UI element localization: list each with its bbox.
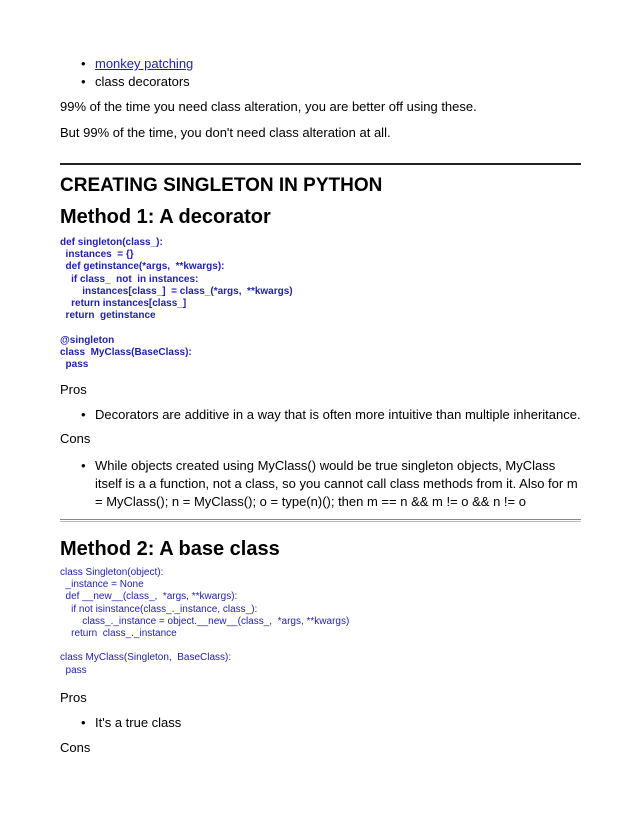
code-line: return class_._instance — [60, 628, 177, 640]
code-line: if not isinstance(class_._instance, class_): — [60, 603, 258, 615]
pros-label: Pros — [60, 690, 87, 705]
section-title: CREATING SINGLETON IN PYTHON — [60, 175, 383, 196]
method2-heading: Method 2: A base class — [60, 538, 280, 560]
code-line: instances[class_] = class_(*args, **kwargs) — [60, 285, 293, 297]
monkey-patching-link[interactable]: monkey patching — [95, 56, 194, 71]
code-line: pass — [60, 359, 89, 371]
list-item: • class decorators — [95, 73, 190, 91]
pros-label: Pros — [60, 382, 87, 397]
code-line: class Singleton(object): — [60, 567, 164, 578]
code-line: def getinstance(*args, **kwargs): — [60, 261, 225, 273]
code-line: return getinstance — [60, 310, 156, 322]
cons-label: Cons — [60, 740, 91, 755]
code-line: if class_ not in instances: — [60, 273, 199, 285]
code-line — [60, 322, 293, 334]
method2-code-block — [60, 567, 349, 677]
code-line: class MyClass(Singleton, BaseClass): — [60, 652, 232, 664]
code-line: class_._instance = object.__new__(class_, *args, **kwargs) — [60, 615, 350, 627]
code-line: _instance = None — [60, 579, 144, 591]
divider — [60, 163, 581, 165]
list-item: • While objects created using MyClass() would be true singleton objects, MyClass itself is a a function, not a class, so you cannot call class methods from it. Also for m = MyClass(); n = MyClass(); o = type(n)(); then m == n && m != o && n != o — [95, 457, 585, 511]
code-line: return instances[class_] — [60, 298, 187, 310]
code-line: instances = {} — [60, 249, 134, 261]
code-line: class MyClass(BaseClass): — [60, 346, 192, 358]
cons-label: Cons — [60, 431, 91, 446]
code-line: def singleton(class_): — [60, 237, 163, 248]
code-line: @singleton — [60, 334, 115, 346]
method1-code-block — [60, 237, 293, 371]
paragraph: But 99% of the time, you don't need class alteration at all. — [60, 125, 391, 140]
code-line — [60, 640, 349, 652]
code-line: pass — [60, 664, 87, 676]
list-item — [95, 55, 193, 73]
method1-heading: Method 1: A decorator — [60, 206, 271, 228]
paragraph: 99% of the time you need class alteration, you are better off using these. — [60, 99, 477, 114]
code-line: def __new__(class_, *args, **kwargs): — [60, 591, 238, 603]
list-item: • Decorators are additive in a way that is often more intuitive than multiple inheritance. — [95, 406, 585, 424]
divider — [60, 519, 581, 522]
list-item: • It's a true class — [95, 714, 585, 732]
